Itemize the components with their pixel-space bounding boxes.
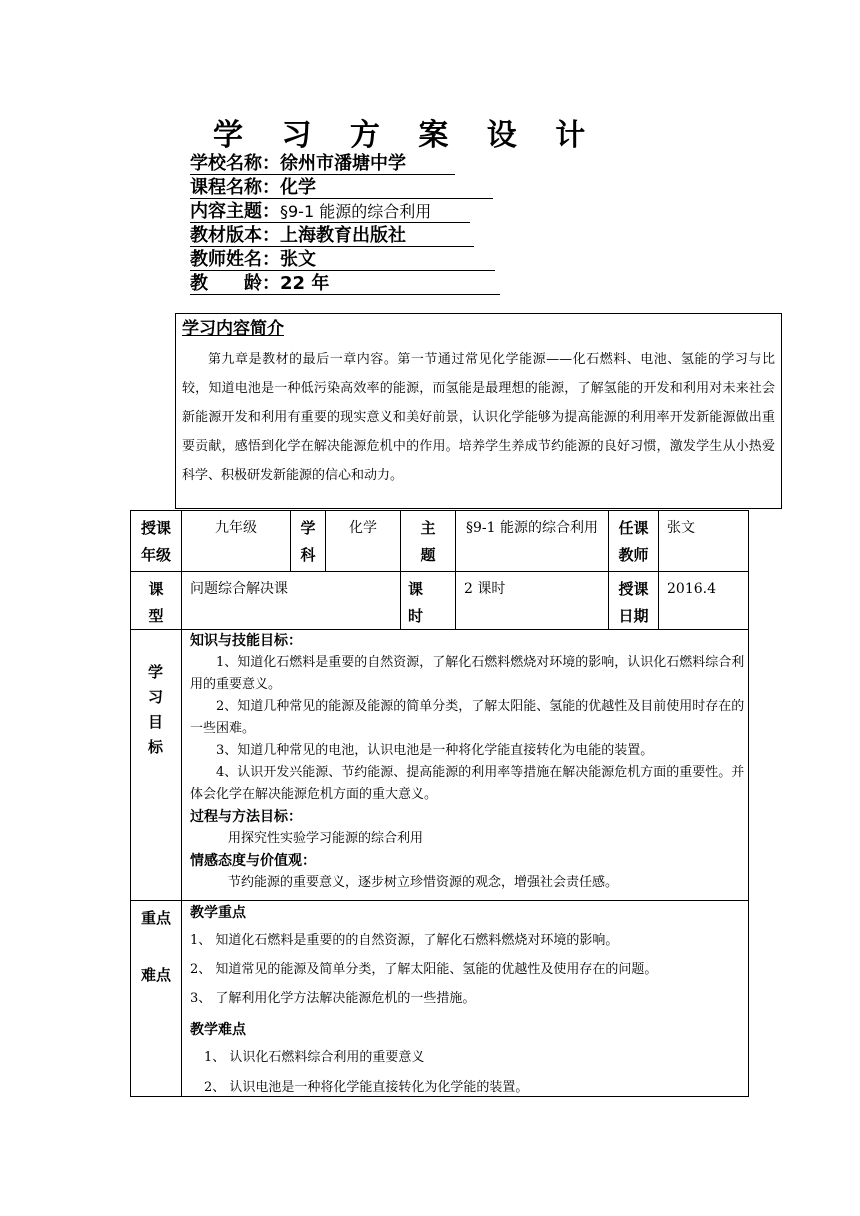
info-years-value: 22 年 — [280, 273, 330, 294]
knowledge-item: 1、知道化石燃料是重要的自然资源，了解化石燃料燃烧对环境的影响，认识化石燃料综合利用的重要意义。 — [190, 655, 745, 692]
date-label-cell — [608, 571, 659, 630]
grade-label-cell — [130, 510, 182, 572]
info-teacher-label: 教师姓名： — [190, 249, 280, 270]
goals-label: 学习目标 — [147, 663, 163, 756]
date-value: 2016.4 — [658, 571, 749, 630]
topic-value: §9-1 能源的综合利用 — [455, 510, 609, 572]
info-years — [190, 273, 500, 295]
intro-heading: 学习内容简介 — [182, 319, 284, 339]
key-item: 2、 知道常见的能源及简单分类，了解太阳能、氢能的优越性及使用存在的问题。 — [190, 962, 658, 977]
info-teacher — [190, 249, 495, 271]
date-label: 授课日期 — [618, 580, 649, 625]
subject-label-cell — [290, 510, 326, 572]
emotion-heading: 情感态度与价值观： — [190, 853, 316, 869]
info-course-value: 化学 — [280, 177, 316, 198]
info-years-label: 教 龄： — [190, 273, 280, 294]
intro-box — [175, 313, 782, 509]
keys-content — [190, 900, 746, 1103]
difficulty-item: 1、 认识化石燃料综合利用的重要意义 — [204, 1050, 425, 1065]
difficulty-heading: 教学难点 — [190, 1022, 246, 1038]
teacher-label: 任课教师 — [618, 519, 649, 564]
info-course-label: 课程名称： — [190, 177, 280, 198]
keys-label-cell — [130, 900, 182, 1097]
type-label: 课型 — [148, 580, 164, 625]
knowledge-heading: 知识与技能目标： — [190, 633, 302, 649]
hours-value: 2 课时 — [455, 571, 609, 630]
info-course — [190, 177, 493, 199]
hours-label-cell — [400, 571, 456, 630]
hours-label: 课时 — [407, 580, 423, 625]
topic-label: 主题 — [420, 519, 436, 564]
topic-label-cell — [400, 510, 456, 572]
knowledge-item: 4、认识开发兴能源、节约能源、提高能源的利用率等措施在解决能源危机方面的重要性。并体会化学在解决能源危机方面的重大意义。 — [190, 765, 745, 802]
intro-body: 第九章是教材的最后一章内容。第一节通过常见化学能源——化石燃料、电池、氢能的学习与比较，知道电池是一种低污染高效率的能源，而氢能是最理想的能源，了解氢能的开发和利用对未来社会新能源开发和利用有重要的现实意义和美好前景，认识化学能够为提高能源的利用率开发新能源做出重要贡献，感悟到化学在解决能源危机中的作用。培养学生养成节约能源的良好习惯，激发学生从小热爱科学、积极研发新能源的信心和动力。 — [182, 352, 775, 483]
info-topic-value: §9-1 能源的综合利用 — [280, 202, 432, 221]
goals-content — [190, 630, 746, 894]
keys-label-top: 重点 — [140, 909, 171, 927]
info-school-value: 徐州市潘塘中学 — [280, 153, 406, 174]
info-school — [190, 153, 455, 175]
subject-value: 化学 — [325, 510, 401, 572]
key-heading: 教学重点 — [190, 905, 246, 921]
process-text: 用探究性实验学习能源的综合利用 — [228, 831, 424, 846]
grade-label: 授课年级 — [140, 519, 171, 564]
info-school-label: 学校名称： — [190, 153, 280, 174]
teacher-value: 张文 — [658, 510, 749, 572]
keys-label-bottom: 难点 — [140, 966, 171, 984]
process-heading: 过程与方法目标： — [190, 809, 302, 825]
key-item: 1、 知道化石燃料是重要的的自然资源，了解化石燃料燃烧对环境的影响。 — [190, 933, 619, 948]
type-value: 问题综合解决课 — [181, 571, 401, 630]
type-label-cell — [130, 571, 182, 630]
emotion-text: 节约能源的重要意义，逐步树立珍惜资源的观念，增强社会责任感。 — [228, 875, 619, 890]
key-item: 3、 了解利用化学方法解决能源危机的一些措施。 — [190, 991, 476, 1006]
grade-value: 九年级 — [181, 510, 291, 572]
info-topic — [190, 201, 470, 223]
subject-label: 学科 — [300, 519, 316, 564]
info-textbook-value: 上海教育出版社 — [280, 225, 406, 246]
info-topic-label: 内容主题： — [190, 201, 280, 222]
info-textbook — [190, 225, 474, 247]
knowledge-item: 2、知道几种常见的能源及能源的简单分类，了解太阳能、氢能的优越性及目前使用时存在的一些困难。 — [190, 699, 745, 736]
document-title: 学 习 方 案 设 计 — [213, 118, 600, 153]
info-textbook-label: 教材版本： — [190, 225, 280, 246]
knowledge-item: 3、知道几种常见的电池，认识电池是一种将化学能直接转化为电能的装置。 — [216, 743, 654, 758]
teacher-label-cell — [608, 510, 659, 572]
difficulty-item: 2、 认识电池是一种将化学能直接转化为化学能的装置。 — [204, 1080, 529, 1095]
info-teacher-value: 张文 — [280, 249, 316, 270]
